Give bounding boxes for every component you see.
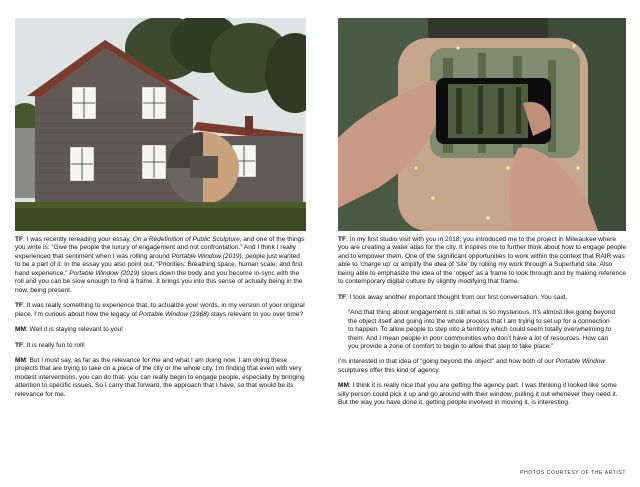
left-text-column [15, 236, 307, 406]
paragraph-text: : It is really fun to roll! [23, 341, 85, 349]
paragraph-text: sculptures offer this kind of agency. [338, 366, 441, 374]
work-title: On a Redefinition of Public Sculpture [132, 236, 240, 243]
speaker-initials: TF [15, 302, 23, 310]
speaker-initials: TF [338, 236, 346, 243]
house-with-wheel-sculpture-image [15, 18, 306, 231]
phone-photo [338, 18, 626, 231]
interview-paragraph [15, 302, 307, 319]
paragraph-text: “And that thing about engagement is still what is so mysterious. It’s almost like going beyond the object itself and going into the whole process that I am trying to set up for a connection to happen. To allow people to step into a territory which could seem totally overwhelming to them. And I mean people in poor communities who don’t have a lot of resources. How can you provide a zone of comfort to begin to allow that step to take place.” [348, 309, 615, 350]
block-quote [348, 309, 616, 351]
paragraph-text: : In my first studio visit with you in 2018, you introduced me to the project in Milwaukee where you are creating a water atlas for the city. It inspires me to further think about how to engage people and to empower them. One of the significant opportunities to work within the context that RAIR was able to ‘charge up’ or amplify the idea of ‘site’ by rolling my work through a Superfund site. Also being able to emphasize the idea of the ‘object’ as a frame to look through and by making reference to contemporary digital culture by slightly modifying that frame. [338, 236, 627, 286]
interview-paragraph [15, 342, 307, 350]
speaker-initials: TF [15, 341, 23, 349]
interview-paragraph [338, 382, 628, 407]
work-title: Portable Window (2019), [171, 252, 244, 260]
interview-paragraph [338, 358, 628, 375]
speaker-initials: MM [15, 356, 26, 364]
work-title: Portable Window [555, 358, 606, 366]
paragraph-text: stays relevant to you over time? [208, 310, 304, 318]
speaker-initials: MM [15, 326, 26, 334]
paragraph-text: people just wanted to be a part of it. In the essay you also point out, “Priorities: Breathing space, human scale, and first hand experience.” [15, 252, 303, 277]
paragraph-text: : I was recently rereading your essay, [23, 236, 133, 243]
work-title: Portable Window (1968) [138, 310, 209, 318]
speaker-initials: MM [338, 382, 349, 390]
paragraph-text: : It was really something to experience that, to actualize your words, in my version of your original piece. I’m curious about how the legacy of [15, 302, 305, 318]
paragraph-text: : I took away another important thought from our first conversation. You said, [346, 293, 568, 301]
hands-holding-phone-image [338, 18, 626, 231]
photo-credit: PHOTOS COURTESY OF THE ARTIST [520, 470, 626, 476]
paragraph-text: I’m interested in that idea of “going beyond the object” and how both of our [338, 358, 556, 366]
interview-paragraph [338, 236, 628, 287]
interview-paragraph [338, 294, 628, 302]
right-text-column [338, 236, 628, 415]
interview-paragraph [15, 236, 307, 295]
interview-paragraph [15, 326, 307, 334]
paragraph-text: : But I must say, as far as the relevance for me and what I am doing now, I am doing these projects that are trying to take on a piece of the city or the whole city. I’m finding that even with very modest interventions, you can do that- you can really begin to engage people, especially by bringing attention to specific issues. So I carry that forward, the approach that I have, so that would be its relevance for me. [15, 356, 305, 398]
work-title: Portable Window (2019) [69, 269, 140, 277]
paragraph-text: : Well it is staying relevant to you! [25, 326, 123, 334]
paragraph-text: slows down the body and you become in-sync with the roll and you can be slow enough to find a frame. It brings you into this sense of actually being in the now, being present. [15, 269, 303, 294]
speaker-initials: TF [15, 236, 23, 243]
speaker-initials: TF [338, 293, 346, 301]
paragraph-text: , and one of the things you write is: “Give the people the luxury of engagement and not confrontation.” And I think I really experienced that sentiment when I was rolling around [15, 236, 305, 260]
house-photo [15, 18, 306, 231]
interview-paragraph [15, 357, 307, 399]
paragraph-text: : I think it is really nice that you are getting the agency part. I was thinking it looked like some silly person could pick it up and go around with their window, pulling it out whenever they need it. But the way you have done it, getting people involved in moving it, is interesting. [338, 382, 618, 407]
